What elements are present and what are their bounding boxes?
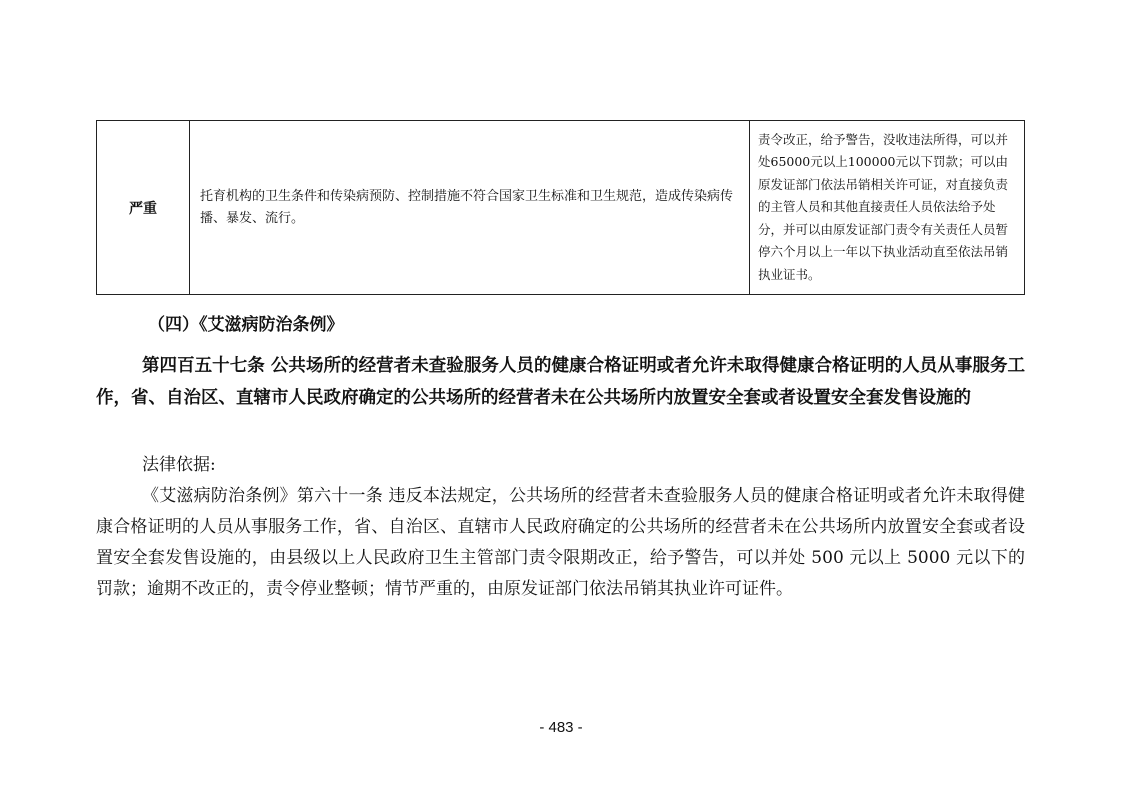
table-row <box>97 121 1025 295</box>
severity-level-cell: 严重 <box>97 121 190 295</box>
legal-basis-label: 法律依据: <box>142 455 216 475</box>
violation-condition-cell: 托育机构的卫生条件和传染病预防、控制措施不符合国家卫生标准和卫生规范，造成传染病传播、暴发、流行。 <box>190 121 750 295</box>
legal-basis-text: 《艾滋病防治条例》第六十一条 违反本法规定，公共场所的经营者未查验服务人员的健康合格证明或者允许未取得健康合格证明的人员从事服务工作，省、自治区、直辖市人民政府确定的公共场所的经营者未在公共场所内放置安全套或者设置安全套发售设施的，由县级以上人民政府卫生主管部门责令限期改正，给予警告，可以并处 500 元以上 5000 元以下的罚款；逾期不改正的，责令停业整顿；情节严重的，由原发证部门依法吊销其执业许可证件。 <box>96 486 1025 599</box>
page-number: - 483 - <box>539 719 583 736</box>
penalty-table <box>96 120 1025 295</box>
penalty-cell: 责令改正，给予警告，没收违法所得，可以并处65000元以上100000元以下罚款；可以由原发证部门依法吊销相关许可证，对直接负责的主管人员和其他直接责任人员依法给予处分，并可以由原发证部门责令有关责任人员暂停六个月以上一年以下执业活动直至依法吊销执业证书。 <box>750 121 1025 295</box>
article-heading: 第四百五十七条 公共场所的经营者未查验服务人员的健康合格证明或者允许未取得健康合格证明的人员从事服务工作，省、自治区、直辖市人民政府确定的公共场所的经营者未在公共场所内放置安全套或者设置安全套发售设施的 <box>96 356 1025 408</box>
section-heading: （四）《艾滋病防治条例》 <box>148 315 344 335</box>
